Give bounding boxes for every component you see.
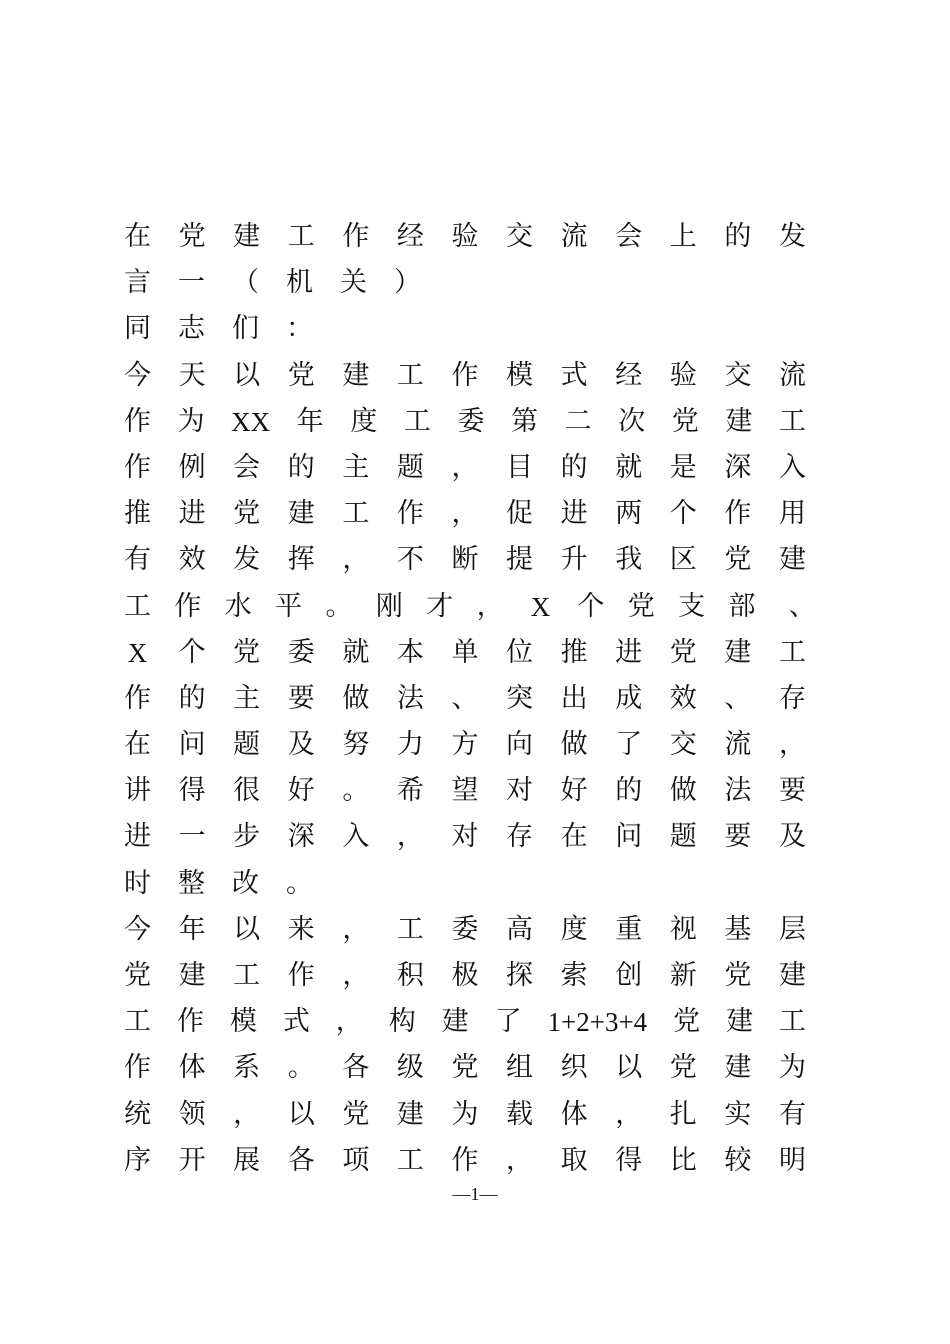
text-glyph: ， (451, 451, 479, 483)
text-glyph: ， (342, 913, 370, 945)
text-glyph: 建 (441, 1006, 469, 1038)
text-glyph: 织 (560, 1052, 588, 1084)
text-glyph: 在 (124, 729, 151, 761)
text-glyph: 突 (506, 682, 534, 714)
text-glyph: 步 (233, 821, 261, 853)
text-glyph: 建 (724, 1052, 752, 1084)
text-glyph: 主 (342, 451, 370, 483)
text-line (124, 260, 806, 306)
document-body (124, 214, 816, 1184)
text-glyph: 机 (286, 267, 313, 299)
text-glyph: 题 (669, 821, 697, 853)
text-glyph: 关 (340, 267, 367, 299)
text-glyph: 模 (506, 359, 534, 391)
text-glyph: 工 (778, 636, 806, 668)
text-glyph: 组 (506, 1052, 534, 1084)
text-line (124, 306, 806, 352)
text-line (124, 491, 806, 537)
text-glyph: 对 (506, 775, 534, 807)
text-glyph: 建 (725, 405, 753, 437)
text-glyph: 讲 (124, 775, 151, 807)
text-glyph: 为 (177, 405, 205, 437)
text-glyph: 做 (342, 682, 370, 714)
text-line (124, 1138, 806, 1184)
text-glyph: 级 (396, 1052, 424, 1084)
text-line (124, 1092, 806, 1138)
text-glyph: 会 (233, 451, 261, 483)
text-glyph: ， (476, 590, 504, 622)
text-glyph: 水 (224, 590, 252, 622)
text-glyph: 单 (451, 636, 479, 668)
text-glyph: 党 (671, 405, 699, 437)
text-glyph: 作 (342, 221, 370, 252)
page-number: —1— (452, 1184, 498, 1204)
text-glyph: 促 (506, 498, 534, 530)
text-glyph: 进 (124, 821, 151, 853)
text-glyph: 。 (325, 590, 353, 622)
text-line (124, 537, 806, 583)
text-glyph: 做 (560, 729, 588, 761)
text-glyph: 深 (287, 821, 315, 853)
text-glyph: 工 (124, 590, 151, 622)
text-glyph: 第 (511, 405, 539, 437)
text-glyph: 个 (577, 590, 605, 622)
text-glyph: 积 (396, 960, 424, 991)
text-glyph: 验 (669, 359, 697, 391)
text-glyph: 统 (124, 1098, 151, 1130)
text-glyph: 两 (615, 498, 643, 530)
text-line (124, 722, 806, 768)
text-line (124, 353, 806, 399)
text-glyph: 委 (451, 913, 479, 945)
text-glyph: 不 (396, 544, 424, 576)
text-glyph: 流 (724, 729, 752, 761)
text-glyph: 工 (396, 1144, 424, 1176)
text-glyph: 了 (615, 729, 643, 761)
text-glyph: 是 (669, 451, 697, 483)
text-glyph: 及 (287, 729, 315, 761)
text-glyph: 以 (233, 359, 261, 391)
text-glyph: 做 (669, 775, 697, 807)
text-glyph: 区 (669, 544, 697, 576)
text-glyph: 委 (287, 636, 315, 668)
text-line (124, 1045, 806, 1091)
text-glyph: 在 (124, 221, 151, 252)
text-glyph: 党 (287, 359, 315, 391)
text-glyph: 我 (615, 544, 643, 576)
text-glyph: 基 (724, 913, 752, 945)
text-glyph: 工 (233, 960, 261, 991)
text-glyph: 建 (287, 498, 315, 530)
text-glyph: 建 (778, 544, 806, 576)
text-glyph: 为 (451, 1098, 479, 1130)
text-glyph: 经 (396, 221, 424, 252)
text-glyph: 就 (342, 636, 370, 668)
text-glyph: 的 (560, 451, 588, 483)
text-glyph: 。 (286, 867, 313, 899)
text-glyph: 新 (669, 960, 697, 991)
text-glyph: 党 (669, 1052, 697, 1084)
text-glyph: 存 (506, 821, 534, 853)
text-glyph: 索 (560, 960, 588, 991)
text-glyph: 工 (403, 405, 431, 437)
text-glyph: 要 (287, 682, 315, 714)
text-glyph: 就 (615, 451, 643, 483)
text-glyph: 要 (724, 821, 752, 853)
text-glyph: 入 (778, 451, 806, 483)
text-glyph: 进 (615, 636, 643, 668)
text-glyph: 发 (233, 544, 261, 576)
text-glyph: ， (342, 960, 370, 991)
text-glyph: 以 (615, 1052, 643, 1084)
text-glyph: 题 (233, 729, 261, 761)
text-glyph: 党 (724, 960, 752, 991)
text-glyph: 、 (724, 682, 752, 714)
text-glyph: 交 (669, 729, 697, 761)
text-glyph: 验 (451, 221, 479, 252)
text-glyph: 推 (560, 636, 588, 668)
text-glyph: X (127, 637, 148, 668)
text-glyph: ， (233, 1098, 261, 1130)
text-glyph: 以 (287, 1098, 315, 1130)
text-glyph: 有 (778, 1098, 806, 1130)
text-line (124, 399, 806, 445)
text-glyph: 载 (506, 1098, 534, 1130)
text-glyph: 扎 (669, 1098, 697, 1130)
text-glyph: 推 (124, 498, 151, 530)
text-line (124, 445, 806, 491)
text-glyph: 用 (778, 498, 806, 530)
text-glyph: 以 (233, 913, 261, 945)
text-glyph: 、 (451, 682, 479, 714)
text-glyph: 挥 (287, 544, 315, 576)
text-glyph: 得 (178, 775, 206, 807)
text-glyph: 的 (287, 451, 315, 483)
text-glyph: 极 (451, 960, 479, 991)
text-glyph: 今 (124, 359, 151, 391)
text-line (124, 676, 806, 722)
text-line (124, 630, 806, 676)
text-glyph: 作 (724, 498, 752, 530)
text-glyph: ， (451, 498, 479, 530)
text-glyph: 入 (342, 821, 370, 853)
text-glyph: 工 (396, 359, 424, 391)
text-glyph: ， (342, 544, 370, 576)
text-glyph: 年 (178, 913, 206, 945)
text-glyph: 望 (451, 775, 479, 807)
text-glyph: 努 (342, 729, 370, 761)
text-glyph: 作 (124, 682, 151, 714)
text-glyph: 及 (778, 821, 806, 853)
text-glyph: ， (335, 1006, 363, 1038)
text-glyph: 创 (615, 960, 643, 991)
text-glyph: 党 (673, 1006, 701, 1038)
text-glyph: 出 (560, 682, 588, 714)
text-glyph: 的 (724, 221, 752, 252)
text-glyph: 深 (724, 451, 752, 483)
text-glyph: 对 (451, 821, 479, 853)
text-glyph: 展 (233, 1144, 261, 1176)
text-glyph: 建 (178, 960, 206, 991)
text-glyph: 作 (451, 1144, 479, 1176)
text-glyph: 志 (178, 313, 205, 345)
text-glyph: 开 (178, 1144, 206, 1176)
text-glyph: XX (231, 406, 271, 437)
text-glyph: 交 (724, 359, 752, 391)
text-glyph: 、 (788, 590, 816, 622)
text-glyph: 来 (287, 913, 315, 945)
text-glyph: 式 (560, 359, 588, 391)
text-glyph: ， (506, 1144, 534, 1176)
text-glyph: 成 (615, 682, 643, 714)
text-glyph: 工 (396, 913, 424, 945)
text-glyph: 党 (124, 960, 151, 991)
text-glyph: 流 (778, 359, 806, 391)
text-glyph: 了 (494, 1006, 522, 1038)
text-glyph: 项 (342, 1144, 370, 1176)
text-glyph: 法 (396, 682, 424, 714)
text-glyph: 建 (778, 960, 806, 991)
text-glyph: 改 (232, 867, 259, 899)
text-glyph: ， (778, 729, 806, 761)
text-glyph: 断 (451, 544, 479, 576)
text-glyph: 高 (506, 913, 534, 945)
text-glyph: 探 (506, 960, 534, 991)
text-glyph: 作 (396, 498, 424, 530)
text-glyph: 本 (396, 636, 424, 668)
text-line (124, 907, 806, 953)
text-glyph: 建 (342, 359, 370, 391)
text-glyph: 整 (178, 867, 205, 899)
text-glyph: 构 (388, 1006, 416, 1038)
text-glyph: 提 (506, 544, 534, 576)
text-glyph: 的 (615, 775, 643, 807)
text-glyph: 个 (669, 498, 697, 530)
text-glyph: 党 (342, 1098, 370, 1130)
text-glyph: 工 (124, 1006, 151, 1038)
text-glyph: 升 (560, 544, 588, 576)
text-glyph: 方 (451, 729, 479, 761)
text-line (124, 861, 806, 907)
text-glyph: 各 (287, 1144, 315, 1176)
text-glyph: 党 (627, 590, 655, 622)
text-glyph: X (530, 591, 551, 622)
text-line (124, 814, 806, 860)
text-glyph: 1+2+3+4 (547, 1007, 648, 1038)
text-glyph: 党 (233, 636, 261, 668)
text-glyph: 作 (124, 405, 151, 437)
text-glyph: 重 (615, 913, 643, 945)
text-glyph: 。 (287, 1052, 315, 1084)
text-glyph: 较 (724, 1144, 752, 1176)
text-glyph: 作 (124, 451, 151, 483)
text-glyph: 明 (778, 1144, 806, 1176)
text-glyph: 度 (350, 405, 378, 437)
text-line (124, 999, 806, 1045)
text-glyph: 二 (564, 405, 592, 437)
text-glyph: 上 (669, 221, 697, 252)
text-glyph: 比 (669, 1144, 697, 1176)
text-glyph: 同 (124, 313, 151, 345)
text-glyph: 领 (178, 1098, 206, 1130)
text-glyph: 支 (678, 590, 706, 622)
text-glyph: 得 (615, 1144, 643, 1176)
text-glyph: ） (394, 267, 421, 299)
text-glyph: （ (232, 267, 259, 299)
text-glyph: 向 (506, 729, 534, 761)
text-glyph: 度 (560, 913, 588, 945)
text-glyph: 式 (282, 1006, 310, 1038)
text-glyph: 进 (560, 498, 588, 530)
text-glyph: 今 (124, 913, 151, 945)
text-glyph: 工 (779, 1006, 806, 1038)
text-glyph: 进 (178, 498, 206, 530)
text-glyph: 委 (457, 405, 485, 437)
text-glyph: 效 (178, 544, 206, 576)
text-glyph: 实 (724, 1098, 752, 1130)
text-glyph: 党 (233, 498, 261, 530)
text-line (124, 584, 816, 630)
text-glyph: 效 (669, 682, 697, 714)
text-line (124, 214, 806, 260)
text-glyph: 建 (724, 636, 752, 668)
text-glyph: 工 (778, 405, 806, 437)
text-glyph: 法 (724, 775, 752, 807)
text-glyph: 力 (396, 729, 424, 761)
text-glyph: 一 (178, 267, 205, 299)
text-glyph: 次 (618, 405, 646, 437)
text-glyph: 的 (178, 682, 206, 714)
text-glyph: 党 (451, 1052, 479, 1084)
text-glyph: 问 (615, 821, 643, 853)
text-glyph: 作 (124, 1052, 151, 1084)
text-glyph: 序 (124, 1144, 151, 1176)
text-glyph: 例 (178, 451, 206, 483)
text-glyph: 言 (124, 267, 151, 299)
text-glyph: 刚 (375, 590, 403, 622)
text-glyph: 建 (233, 221, 261, 252)
text-glyph: 经 (615, 359, 643, 391)
text-glyph: 好 (560, 775, 588, 807)
text-glyph: 体 (178, 1052, 206, 1084)
text-glyph: 才 (426, 590, 454, 622)
text-glyph: 一 (178, 821, 206, 853)
text-glyph: 系 (233, 1052, 261, 1084)
text-glyph: 部 (728, 590, 756, 622)
text-line (124, 953, 806, 999)
text-glyph: 党 (178, 221, 206, 252)
text-glyph: 发 (778, 221, 806, 252)
text-glyph: 有 (124, 544, 151, 576)
text-glyph: 希 (396, 775, 424, 807)
text-glyph: 平 (275, 590, 303, 622)
text-glyph: 党 (724, 544, 752, 576)
text-glyph: 取 (560, 1144, 588, 1176)
text-glyph: 作 (451, 359, 479, 391)
text-glyph: 视 (669, 913, 697, 945)
text-glyph: 很 (233, 775, 261, 807)
text-glyph: 存 (778, 682, 806, 714)
text-glyph: 位 (506, 636, 534, 668)
text-glyph: 年 (296, 405, 324, 437)
text-glyph: 作 (176, 1006, 204, 1038)
text-glyph: 会 (615, 221, 643, 252)
text-glyph: 建 (726, 1006, 754, 1038)
text-glyph: 问 (178, 729, 206, 761)
text-glyph: 目 (506, 451, 534, 483)
text-glyph: 时 (124, 867, 151, 899)
text-glyph: 工 (287, 221, 315, 252)
text-glyph: 要 (778, 775, 806, 807)
text-glyph: 各 (342, 1052, 370, 1084)
text-glyph: 为 (778, 1052, 806, 1084)
text-glyph: 工 (342, 498, 370, 530)
text-glyph: 作 (287, 960, 315, 991)
text-glyph: 作 (174, 590, 202, 622)
text-glyph: ， (396, 821, 424, 853)
text-glyph: 体 (560, 1098, 588, 1130)
text-line (124, 768, 806, 814)
text-glyph: 建 (396, 1098, 424, 1130)
text-glyph: 交 (506, 221, 534, 252)
text-glyph: 个 (178, 636, 206, 668)
text-glyph: 天 (178, 359, 206, 391)
text-glyph: 层 (778, 913, 806, 945)
text-glyph: 模 (229, 1006, 257, 1038)
text-glyph: 主 (233, 682, 261, 714)
text-glyph: 。 (342, 775, 370, 807)
text-glyph: 党 (669, 636, 697, 668)
text-glyph: 流 (560, 221, 588, 252)
text-glyph: 在 (560, 821, 588, 853)
text-glyph: 题 (396, 451, 424, 483)
text-glyph: 们 (232, 313, 259, 345)
text-glyph: 好 (287, 775, 315, 807)
text-glyph: ： (286, 313, 313, 345)
text-glyph: ， (615, 1098, 643, 1130)
